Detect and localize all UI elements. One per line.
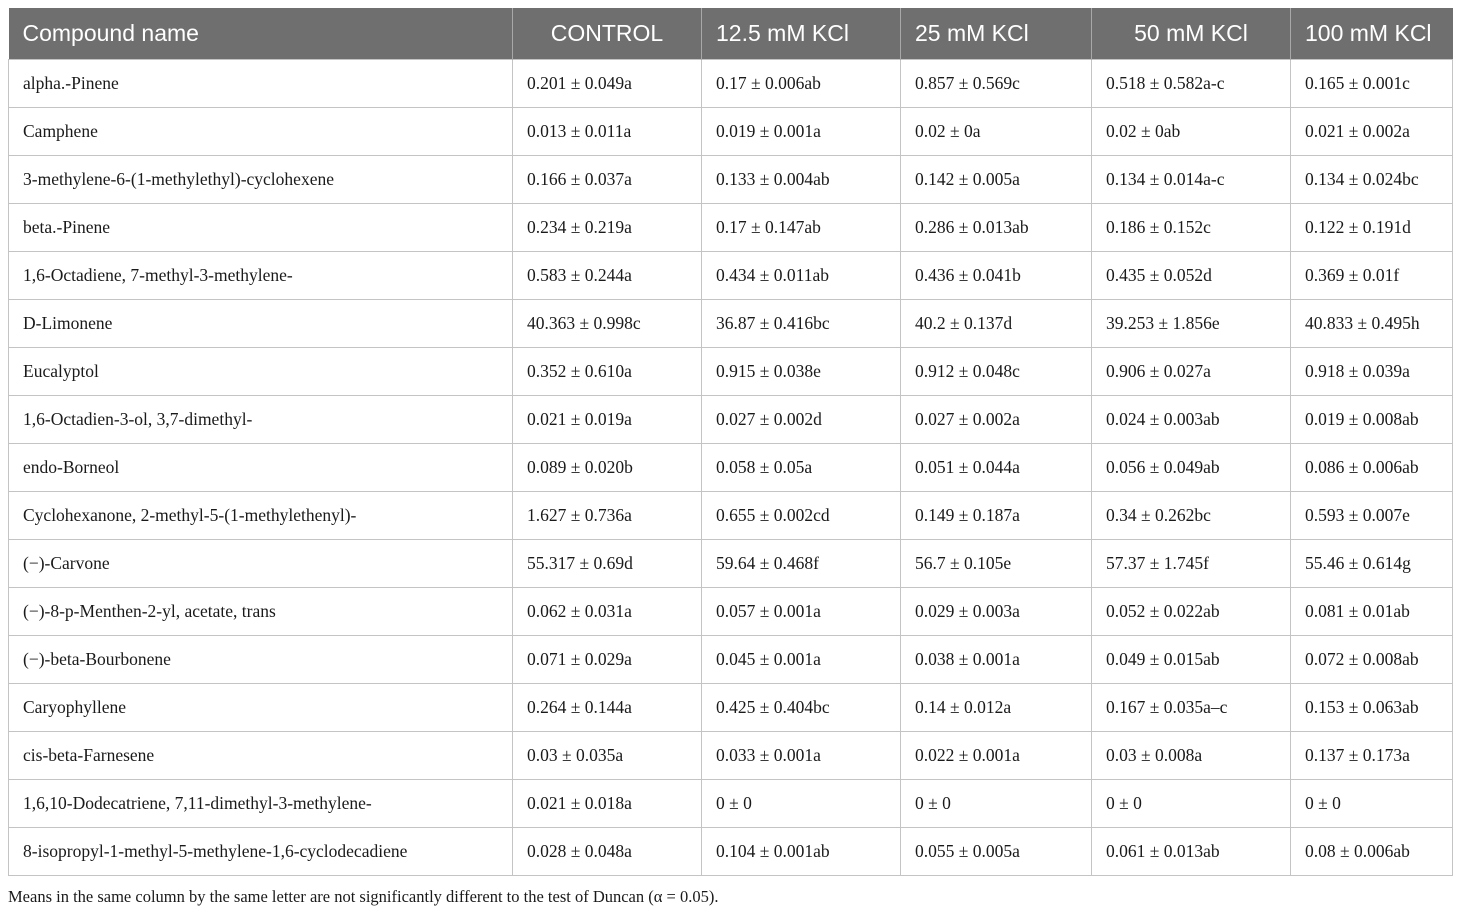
compound-table bbox=[8, 8, 1453, 876]
cell-50mm-kcl: 0.906 ± 0.027a bbox=[1092, 347, 1291, 395]
cell-compound-name: alpha.-Pinene bbox=[9, 59, 513, 107]
table-row bbox=[9, 155, 1453, 203]
cell-100mm-kcl: 0.122 ± 0.191d bbox=[1291, 203, 1453, 251]
cell-100mm-kcl: 40.833 ± 0.495h bbox=[1291, 299, 1453, 347]
cell-50mm-kcl: 0.167 ± 0.035a–c bbox=[1092, 683, 1291, 731]
cell-25mm-kcl: 0.055 ± 0.005a bbox=[901, 827, 1092, 875]
header-row bbox=[9, 8, 1453, 59]
cell-50mm-kcl: 0.02 ± 0ab bbox=[1092, 107, 1291, 155]
cell-control: 0.013 ± 0.011a bbox=[513, 107, 702, 155]
table-row bbox=[9, 539, 1453, 587]
table-header bbox=[9, 8, 1453, 59]
cell-25mm-kcl: 0.142 ± 0.005a bbox=[901, 155, 1092, 203]
cell-25mm-kcl: 0.051 ± 0.044a bbox=[901, 443, 1092, 491]
cell-25mm-kcl: 0.857 ± 0.569c bbox=[901, 59, 1092, 107]
cell-control: 0.021 ± 0.018a bbox=[513, 779, 702, 827]
cell-12-5mm-kcl: 0.133 ± 0.004ab bbox=[702, 155, 901, 203]
cell-25mm-kcl: 0.912 ± 0.048c bbox=[901, 347, 1092, 395]
cell-12-5mm-kcl: 0.045 ± 0.001a bbox=[702, 635, 901, 683]
cell-12-5mm-kcl: 0.17 ± 0.006ab bbox=[702, 59, 901, 107]
table-row bbox=[9, 299, 1453, 347]
cell-12-5mm-kcl: 59.64 ± 0.468f bbox=[702, 539, 901, 587]
cell-compound-name: 3-methylene-6-(1-methylethyl)-cyclohexene bbox=[9, 155, 513, 203]
table-row bbox=[9, 683, 1453, 731]
cell-25mm-kcl: 40.2 ± 0.137d bbox=[901, 299, 1092, 347]
cell-control: 0.03 ± 0.035a bbox=[513, 731, 702, 779]
table-row bbox=[9, 443, 1453, 491]
cell-100mm-kcl: 0.165 ± 0.001c bbox=[1291, 59, 1453, 107]
table-body bbox=[9, 59, 1453, 875]
table-row bbox=[9, 731, 1453, 779]
cell-25mm-kcl: 0.02 ± 0a bbox=[901, 107, 1092, 155]
cell-100mm-kcl: 0.137 ± 0.173a bbox=[1291, 731, 1453, 779]
cell-control: 0.352 ± 0.610a bbox=[513, 347, 702, 395]
cell-12-5mm-kcl: 0.057 ± 0.001a bbox=[702, 587, 901, 635]
table-row bbox=[9, 491, 1453, 539]
table-row bbox=[9, 107, 1453, 155]
cell-25mm-kcl: 0.029 ± 0.003a bbox=[901, 587, 1092, 635]
cell-compound-name: 1,6,10-Dodecatriene, 7,11-dimethyl-3-methylene- bbox=[9, 779, 513, 827]
cell-50mm-kcl: 0.134 ± 0.014a-c bbox=[1092, 155, 1291, 203]
cell-12-5mm-kcl: 0.033 ± 0.001a bbox=[702, 731, 901, 779]
cell-25mm-kcl: 0.149 ± 0.187a bbox=[901, 491, 1092, 539]
table-row bbox=[9, 251, 1453, 299]
cell-50mm-kcl: 57.37 ± 1.745f bbox=[1092, 539, 1291, 587]
cell-12-5mm-kcl: 0.104 ± 0.001ab bbox=[702, 827, 901, 875]
cell-control: 0.264 ± 0.144a bbox=[513, 683, 702, 731]
cell-100mm-kcl: 0.072 ± 0.008ab bbox=[1291, 635, 1453, 683]
cell-25mm-kcl: 0.022 ± 0.001a bbox=[901, 731, 1092, 779]
header-compound-name: Compound name bbox=[9, 8, 513, 59]
cell-12-5mm-kcl: 0.425 ± 0.404bc bbox=[702, 683, 901, 731]
cell-12-5mm-kcl: 0.17 ± 0.147ab bbox=[702, 203, 901, 251]
cell-100mm-kcl: 0.086 ± 0.006ab bbox=[1291, 443, 1453, 491]
cell-control: 0.071 ± 0.029a bbox=[513, 635, 702, 683]
cell-100mm-kcl: 0.019 ± 0.008ab bbox=[1291, 395, 1453, 443]
cell-compound-name: Caryophyllene bbox=[9, 683, 513, 731]
cell-12-5mm-kcl: 0.915 ± 0.038e bbox=[702, 347, 901, 395]
cell-12-5mm-kcl: 0.655 ± 0.002cd bbox=[702, 491, 901, 539]
cell-12-5mm-kcl: 0.027 ± 0.002d bbox=[702, 395, 901, 443]
cell-compound-name: cis-beta-Farnesene bbox=[9, 731, 513, 779]
cell-12-5mm-kcl: 0.434 ± 0.011ab bbox=[702, 251, 901, 299]
cell-compound-name: Eucalyptol bbox=[9, 347, 513, 395]
cell-control: 0.166 ± 0.037a bbox=[513, 155, 702, 203]
table-row bbox=[9, 203, 1453, 251]
table-row bbox=[9, 395, 1453, 443]
cell-100mm-kcl: 0.593 ± 0.007e bbox=[1291, 491, 1453, 539]
cell-compound-name: endo-Borneol bbox=[9, 443, 513, 491]
cell-12-5mm-kcl: 0 ± 0 bbox=[702, 779, 901, 827]
cell-50mm-kcl: 0.03 ± 0.008a bbox=[1092, 731, 1291, 779]
cell-25mm-kcl: 0 ± 0 bbox=[901, 779, 1092, 827]
header-12-5mm-kcl: 12.5 mM KCl bbox=[702, 8, 901, 59]
cell-50mm-kcl: 0.518 ± 0.582a-c bbox=[1092, 59, 1291, 107]
cell-50mm-kcl: 0.435 ± 0.052d bbox=[1092, 251, 1291, 299]
header-25mm-kcl: 25 mM KCl bbox=[901, 8, 1092, 59]
cell-100mm-kcl: 0 ± 0 bbox=[1291, 779, 1453, 827]
header-control: CONTROL bbox=[513, 8, 702, 59]
table-row bbox=[9, 587, 1453, 635]
cell-control: 0.062 ± 0.031a bbox=[513, 587, 702, 635]
cell-50mm-kcl: 0.052 ± 0.022ab bbox=[1092, 587, 1291, 635]
cell-50mm-kcl: 39.253 ± 1.856e bbox=[1092, 299, 1291, 347]
cell-control: 0.583 ± 0.244a bbox=[513, 251, 702, 299]
cell-control: 0.021 ± 0.019a bbox=[513, 395, 702, 443]
cell-50mm-kcl: 0.061 ± 0.013ab bbox=[1092, 827, 1291, 875]
cell-100mm-kcl: 0.369 ± 0.01f bbox=[1291, 251, 1453, 299]
cell-100mm-kcl: 55.46 ± 0.614g bbox=[1291, 539, 1453, 587]
cell-compound-name: Camphene bbox=[9, 107, 513, 155]
cell-50mm-kcl: 0.049 ± 0.015ab bbox=[1092, 635, 1291, 683]
cell-compound-name: 8-isopropyl-1-methyl-5-methylene-1,6-cyclodecadiene bbox=[9, 827, 513, 875]
cell-100mm-kcl: 0.134 ± 0.024bc bbox=[1291, 155, 1453, 203]
cell-100mm-kcl: 0.918 ± 0.039a bbox=[1291, 347, 1453, 395]
table-row bbox=[9, 635, 1453, 683]
cell-100mm-kcl: 0.153 ± 0.063ab bbox=[1291, 683, 1453, 731]
table-row bbox=[9, 827, 1453, 875]
cell-control: 1.627 ± 0.736a bbox=[513, 491, 702, 539]
cell-control: 40.363 ± 0.998c bbox=[513, 299, 702, 347]
table-row bbox=[9, 779, 1453, 827]
cell-25mm-kcl: 56.7 ± 0.105e bbox=[901, 539, 1092, 587]
cell-control: 0.028 ± 0.048a bbox=[513, 827, 702, 875]
cell-compound-name: Cyclohexanone, 2-methyl-5-(1-methylethenyl)- bbox=[9, 491, 513, 539]
cell-12-5mm-kcl: 36.87 ± 0.416bc bbox=[702, 299, 901, 347]
cell-50mm-kcl: 0.186 ± 0.152c bbox=[1092, 203, 1291, 251]
cell-25mm-kcl: 0.027 ± 0.002a bbox=[901, 395, 1092, 443]
cell-compound-name: (−)-beta-Bourbonene bbox=[9, 635, 513, 683]
cell-25mm-kcl: 0.14 ± 0.012a bbox=[901, 683, 1092, 731]
cell-compound-name: (−)-Carvone bbox=[9, 539, 513, 587]
header-100mm-kcl: 100 mM KCl bbox=[1291, 8, 1453, 59]
cell-100mm-kcl: 0.081 ± 0.01ab bbox=[1291, 587, 1453, 635]
cell-control: 55.317 ± 0.69d bbox=[513, 539, 702, 587]
cell-12-5mm-kcl: 0.058 ± 0.05a bbox=[702, 443, 901, 491]
cell-control: 0.089 ± 0.020b bbox=[513, 443, 702, 491]
cell-compound-name: 1,6-Octadien-3-ol, 3,7-dimethyl- bbox=[9, 395, 513, 443]
cell-compound-name: (−)-8-p-Menthen-2-yl, acetate, trans bbox=[9, 587, 513, 635]
cell-50mm-kcl: 0.34 ± 0.262bc bbox=[1092, 491, 1291, 539]
table-row bbox=[9, 59, 1453, 107]
cell-50mm-kcl: 0.024 ± 0.003ab bbox=[1092, 395, 1291, 443]
cell-compound-name: beta.-Pinene bbox=[9, 203, 513, 251]
cell-25mm-kcl: 0.038 ± 0.001a bbox=[901, 635, 1092, 683]
cell-100mm-kcl: 0.08 ± 0.006ab bbox=[1291, 827, 1453, 875]
cell-12-5mm-kcl: 0.019 ± 0.001a bbox=[702, 107, 901, 155]
cell-100mm-kcl: 0.021 ± 0.002a bbox=[1291, 107, 1453, 155]
table-footnote: Means in the same column by the same letter are not significantly different to the test of Duncan (α = 0.05). bbox=[8, 887, 719, 906]
table-row bbox=[9, 347, 1453, 395]
cell-control: 0.234 ± 0.219a bbox=[513, 203, 702, 251]
cell-control: 0.201 ± 0.049a bbox=[513, 59, 702, 107]
cell-25mm-kcl: 0.436 ± 0.041b bbox=[901, 251, 1092, 299]
cell-25mm-kcl: 0.286 ± 0.013ab bbox=[901, 203, 1092, 251]
cell-50mm-kcl: 0.056 ± 0.049ab bbox=[1092, 443, 1291, 491]
data-table-container bbox=[8, 8, 1452, 876]
cell-50mm-kcl: 0 ± 0 bbox=[1092, 779, 1291, 827]
cell-compound-name: 1,6-Octadiene, 7-methyl-3-methylene- bbox=[9, 251, 513, 299]
header-50mm-kcl: 50 mM KCl bbox=[1092, 8, 1291, 59]
cell-compound-name: D-Limonene bbox=[9, 299, 513, 347]
